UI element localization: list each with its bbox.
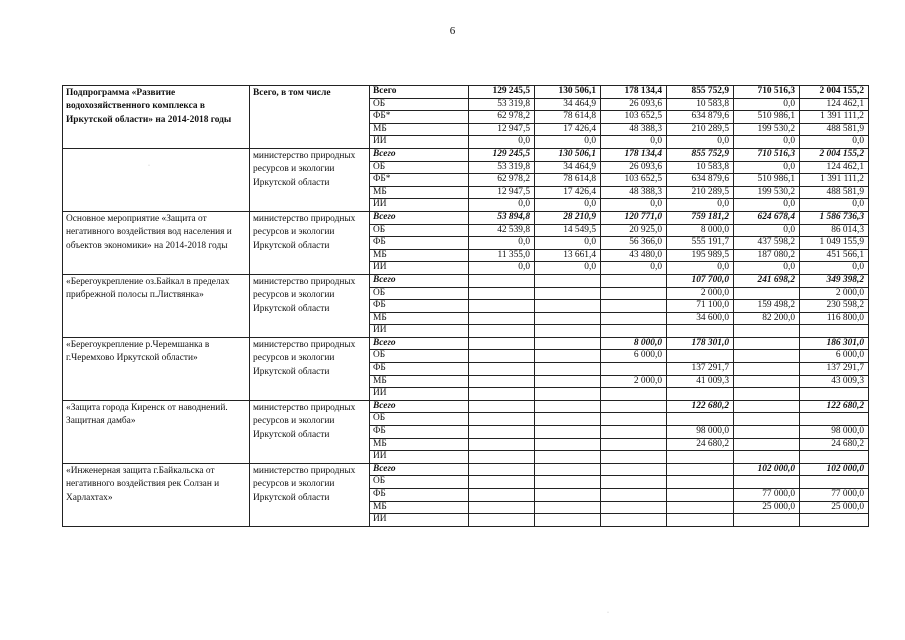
- amount-cell: [734, 350, 800, 363]
- budget-table: [62, 85, 869, 527]
- amount-cell: 98 000,0: [667, 426, 734, 439]
- amount-cell: [469, 350, 535, 363]
- amount-cell: 10 583,8: [667, 161, 734, 174]
- funding-source-cell: МБ: [370, 186, 469, 199]
- funding-source-cell: Всего: [370, 274, 469, 287]
- amount-cell: 13 661,4: [535, 249, 601, 262]
- amount-cell: [601, 489, 667, 502]
- amount-cell: [535, 274, 601, 287]
- scan-speck: ·: [607, 610, 609, 616]
- amount-cell: 510 986,1: [734, 174, 800, 187]
- amount-cell: [535, 325, 601, 338]
- funding-source-cell: ОБ: [370, 224, 469, 237]
- funding-source-cell: МБ: [370, 312, 469, 325]
- table-row: [63, 337, 869, 350]
- funding-source-cell: ФБ: [370, 237, 469, 250]
- amount-cell: [469, 274, 535, 287]
- amount-cell: 24 680,2: [800, 438, 869, 451]
- amount-cell: 53 894,8: [469, 211, 535, 224]
- amount-cell: 349 398,2: [800, 274, 869, 287]
- amount-cell: 0,0: [734, 136, 800, 149]
- amount-cell: [601, 501, 667, 514]
- amount-cell: [601, 438, 667, 451]
- funding-source-cell: ОБ: [370, 161, 469, 174]
- amount-cell: 2 004 155,2: [800, 148, 869, 161]
- amount-cell: 28 210,9: [535, 211, 601, 224]
- amount-cell: 6 000,0: [800, 350, 869, 363]
- amount-cell: [469, 325, 535, 338]
- program-name-cell: «Берегоукрепление р.Черемшанка в г.Черемхово Иркутской области»: [63, 337, 250, 400]
- executor-cell: министерство природных ресурсов и экологии Иркутской области: [250, 337, 370, 400]
- amount-cell: 122 680,2: [800, 400, 869, 413]
- amount-cell: [667, 413, 734, 426]
- amount-cell: 634 879,6: [667, 111, 734, 124]
- amount-cell: [601, 476, 667, 489]
- amount-cell: 0,0: [601, 199, 667, 212]
- amount-cell: 56 366,0: [601, 237, 667, 250]
- amount-cell: 25 000,0: [734, 501, 800, 514]
- amount-cell: 195 989,5: [667, 249, 734, 262]
- executor-cell: министерство природных ресурсов и экологии Иркутской области: [250, 274, 370, 337]
- amount-cell: 53 319,8: [469, 98, 535, 111]
- amount-cell: 2 000,0: [800, 287, 869, 300]
- amount-cell: 187 080,2: [734, 249, 800, 262]
- amount-cell: 2 000,0: [601, 375, 667, 388]
- amount-cell: [535, 451, 601, 464]
- funding-source-cell: МБ: [370, 123, 469, 136]
- amount-cell: 130 506,1: [535, 148, 601, 161]
- funding-source-cell: МБ: [370, 501, 469, 514]
- funding-source-cell: ИИ: [370, 451, 469, 464]
- program-name-cell: Основное мероприятие «Защита от негативного воздействия вод населения и объектов экономики» на 2014-2018 годы: [63, 211, 250, 274]
- amount-cell: 0,0: [734, 262, 800, 275]
- amount-cell: 0,0: [469, 136, 535, 149]
- amount-cell: [469, 476, 535, 489]
- amount-cell: [734, 413, 800, 426]
- amount-cell: 186 301,0: [800, 337, 869, 350]
- amount-cell: 710 516,3: [734, 148, 800, 161]
- amount-cell: 8 000,0: [601, 337, 667, 350]
- funding-source-cell: ФБ: [370, 363, 469, 376]
- amount-cell: 0,0: [469, 237, 535, 250]
- amount-cell: 12 947,5: [469, 123, 535, 136]
- funding-source-cell: ОБ: [370, 350, 469, 363]
- amount-cell: 102 000,0: [734, 463, 800, 476]
- funding-source-cell: Всего: [370, 337, 469, 350]
- amount-cell: [800, 514, 869, 527]
- amount-cell: [535, 300, 601, 313]
- amount-cell: 488 581,9: [800, 186, 869, 199]
- amount-cell: [734, 451, 800, 464]
- amount-cell: 1 391 111,2: [800, 174, 869, 187]
- funding-source-cell: ОБ: [370, 476, 469, 489]
- amount-cell: [601, 363, 667, 376]
- amount-cell: [469, 451, 535, 464]
- funding-source-cell: ИИ: [370, 136, 469, 149]
- amount-cell: 137 291,7: [667, 363, 734, 376]
- amount-cell: 2 004 155,2: [800, 86, 869, 99]
- amount-cell: [667, 476, 734, 489]
- amount-cell: [601, 400, 667, 413]
- amount-cell: 17 426,4: [535, 186, 601, 199]
- amount-cell: [469, 363, 535, 376]
- amount-cell: [469, 337, 535, 350]
- amount-cell: [601, 451, 667, 464]
- amount-cell: [800, 388, 869, 401]
- amount-cell: 41 009,3: [667, 375, 734, 388]
- amount-cell: 0,0: [469, 199, 535, 212]
- amount-cell: [535, 388, 601, 401]
- funding-source-cell: ОБ: [370, 413, 469, 426]
- amount-cell: 78 614,8: [535, 174, 601, 187]
- funding-source-cell: ФБ*: [370, 174, 469, 187]
- amount-cell: [734, 363, 800, 376]
- amount-cell: 759 181,2: [667, 211, 734, 224]
- amount-cell: [469, 426, 535, 439]
- executor-cell: Всего, в том числе: [250, 86, 370, 149]
- amount-cell: [601, 463, 667, 476]
- table-row: [63, 274, 869, 287]
- amount-cell: 0,0: [734, 224, 800, 237]
- amount-cell: 1 049 155,9: [800, 237, 869, 250]
- amount-cell: [800, 413, 869, 426]
- amount-cell: 43 480,0: [601, 249, 667, 262]
- funding-source-cell: ФБ: [370, 489, 469, 502]
- amount-cell: [469, 463, 535, 476]
- amount-cell: 77 000,0: [734, 489, 800, 502]
- program-name-cell: [63, 148, 250, 211]
- amount-cell: 488 581,9: [800, 123, 869, 136]
- amount-cell: 102 000,0: [800, 463, 869, 476]
- table-row: [63, 400, 869, 413]
- amount-cell: 78 614,8: [535, 111, 601, 124]
- amount-cell: 20 925,0: [601, 224, 667, 237]
- amount-cell: 199 530,2: [734, 123, 800, 136]
- amount-cell: [734, 325, 800, 338]
- amount-cell: 122 680,2: [667, 400, 734, 413]
- amount-cell: 1 586 736,3: [800, 211, 869, 224]
- amount-cell: [469, 312, 535, 325]
- amount-cell: 26 093,6: [601, 161, 667, 174]
- amount-cell: [535, 514, 601, 527]
- amount-cell: [535, 375, 601, 388]
- amount-cell: 210 289,5: [667, 123, 734, 136]
- amount-cell: [601, 312, 667, 325]
- amount-cell: 48 388,3: [601, 186, 667, 199]
- amount-cell: 26 093,6: [601, 98, 667, 111]
- amount-cell: [469, 388, 535, 401]
- amount-cell: 137 291,7: [800, 363, 869, 376]
- table-row: [63, 463, 869, 476]
- funding-source-cell: ОБ: [370, 98, 469, 111]
- amount-cell: [734, 426, 800, 439]
- amount-cell: 25 000,0: [800, 501, 869, 514]
- amount-cell: 103 652,5: [601, 174, 667, 187]
- page-number: 6: [449, 25, 456, 37]
- amount-cell: [734, 514, 800, 527]
- funding-source-cell: МБ: [370, 249, 469, 262]
- amount-cell: 48 388,3: [601, 123, 667, 136]
- amount-cell: 0,0: [800, 262, 869, 275]
- amount-cell: 451 566,1: [800, 249, 869, 262]
- amount-cell: 12 947,5: [469, 186, 535, 199]
- amount-cell: 0,0: [535, 237, 601, 250]
- amount-cell: 86 014,3: [800, 224, 869, 237]
- amount-cell: [469, 300, 535, 313]
- amount-cell: 130 506,1: [535, 86, 601, 99]
- amount-cell: 0,0: [667, 262, 734, 275]
- amount-cell: 0,0: [535, 136, 601, 149]
- amount-cell: 0,0: [601, 136, 667, 149]
- amount-cell: 0,0: [800, 199, 869, 212]
- funding-source-cell: ИИ: [370, 325, 469, 338]
- funding-source-cell: МБ: [370, 375, 469, 388]
- amount-cell: 34 464,9: [535, 98, 601, 111]
- program-name-cell: Подпрограмма «Развитие водохозяйственного комплекса в Иркутской области» на 2014-2018 годы: [63, 86, 250, 149]
- amount-cell: 10 583,8: [667, 98, 734, 111]
- amount-cell: [734, 388, 800, 401]
- amount-cell: 6 000,0: [601, 350, 667, 363]
- amount-cell: [469, 438, 535, 451]
- amount-cell: [535, 400, 601, 413]
- program-name-cell: «Берегоукрепление оз.Байкал в пределах прибрежной полосы п.Листвянка»: [63, 274, 250, 337]
- funding-source-cell: ИИ: [370, 388, 469, 401]
- amount-cell: 241 698,2: [734, 274, 800, 287]
- amount-cell: [734, 287, 800, 300]
- program-name-cell: «Инженерная защита г.Байкальска от негативного воздействия рек Солзан и Харлахтах»: [63, 463, 250, 526]
- amount-cell: 855 752,9: [667, 148, 734, 161]
- amount-cell: 24 680,2: [667, 438, 734, 451]
- amount-cell: [667, 451, 734, 464]
- amount-cell: [601, 274, 667, 287]
- amount-cell: [469, 375, 535, 388]
- amount-cell: [535, 463, 601, 476]
- amount-cell: [535, 438, 601, 451]
- amount-cell: 71 100,0: [667, 300, 734, 313]
- amount-cell: 0,0: [734, 98, 800, 111]
- funding-source-cell: Всего: [370, 211, 469, 224]
- amount-cell: [535, 489, 601, 502]
- amount-cell: [469, 489, 535, 502]
- amount-cell: [667, 350, 734, 363]
- amount-cell: [601, 287, 667, 300]
- amount-cell: [734, 337, 800, 350]
- amount-cell: 437 598,2: [734, 237, 800, 250]
- amount-cell: [601, 413, 667, 426]
- amount-cell: [734, 400, 800, 413]
- amount-cell: 62 978,2: [469, 174, 535, 187]
- scan-speck: ·: [148, 163, 150, 169]
- amount-cell: 116 800,0: [800, 312, 869, 325]
- amount-cell: 230 598,2: [800, 300, 869, 313]
- amount-cell: 0,0: [667, 199, 734, 212]
- funding-source-cell: Всего: [370, 463, 469, 476]
- amount-cell: [601, 514, 667, 527]
- amount-cell: [601, 426, 667, 439]
- amount-cell: [601, 300, 667, 313]
- amount-cell: 129 245,5: [469, 148, 535, 161]
- amount-cell: [469, 413, 535, 426]
- amount-cell: 0,0: [601, 262, 667, 275]
- amount-cell: 120 771,0: [601, 211, 667, 224]
- amount-cell: [800, 325, 869, 338]
- amount-cell: [601, 325, 667, 338]
- amount-cell: 199 530,2: [734, 186, 800, 199]
- amount-cell: [469, 514, 535, 527]
- amount-cell: 855 752,9: [667, 86, 734, 99]
- amount-cell: [535, 287, 601, 300]
- amount-cell: [535, 426, 601, 439]
- amount-cell: 34 600,0: [667, 312, 734, 325]
- amount-cell: [734, 375, 800, 388]
- amount-cell: 0,0: [734, 161, 800, 174]
- amount-cell: 0,0: [535, 262, 601, 275]
- funding-source-cell: ФБ: [370, 300, 469, 313]
- amount-cell: 0,0: [667, 136, 734, 149]
- table-row: [63, 148, 869, 161]
- amount-cell: [734, 476, 800, 489]
- amount-cell: 14 549,5: [535, 224, 601, 237]
- amount-cell: [667, 388, 734, 401]
- amount-cell: 82 200,0: [734, 312, 800, 325]
- amount-cell: 107 700,0: [667, 274, 734, 287]
- amount-cell: 555 191,7: [667, 237, 734, 250]
- funding-source-cell: ФБ*: [370, 111, 469, 124]
- amount-cell: [667, 514, 734, 527]
- amount-cell: [601, 388, 667, 401]
- amount-cell: 159 498,2: [734, 300, 800, 313]
- amount-cell: [734, 438, 800, 451]
- funding-source-cell: МБ: [370, 438, 469, 451]
- amount-cell: [667, 463, 734, 476]
- funding-source-cell: ИИ: [370, 262, 469, 275]
- table-row: [63, 86, 869, 99]
- amount-cell: 124 462,1: [800, 161, 869, 174]
- amount-cell: 2 000,0: [667, 287, 734, 300]
- funding-source-cell: Всего: [370, 86, 469, 99]
- amount-cell: 98 000,0: [800, 426, 869, 439]
- amount-cell: [535, 501, 601, 514]
- amount-cell: [667, 501, 734, 514]
- amount-cell: 42 539,8: [469, 224, 535, 237]
- funding-source-cell: Всего: [370, 400, 469, 413]
- amount-cell: 210 289,5: [667, 186, 734, 199]
- amount-cell: 624 678,4: [734, 211, 800, 224]
- amount-cell: [535, 337, 601, 350]
- budget-table-body: [63, 86, 869, 527]
- funding-source-cell: Всего: [370, 148, 469, 161]
- amount-cell: 103 652,5: [601, 111, 667, 124]
- amount-cell: 634 879,6: [667, 174, 734, 187]
- amount-cell: [469, 287, 535, 300]
- amount-cell: 1 391 111,2: [800, 111, 869, 124]
- amount-cell: [667, 325, 734, 338]
- amount-cell: [535, 350, 601, 363]
- amount-cell: [535, 413, 601, 426]
- amount-cell: 129 245,5: [469, 86, 535, 99]
- amount-cell: 17 426,4: [535, 123, 601, 136]
- funding-source-cell: ИИ: [370, 514, 469, 527]
- funding-source-cell: ОБ: [370, 287, 469, 300]
- amount-cell: 710 516,3: [734, 86, 800, 99]
- amount-cell: 178 134,4: [601, 86, 667, 99]
- amount-cell: 0,0: [535, 199, 601, 212]
- program-name-cell: «Защита города Киренск от наводнений. Защитная дамба»: [63, 400, 250, 463]
- amount-cell: 0,0: [734, 199, 800, 212]
- amount-cell: [800, 451, 869, 464]
- amount-cell: [800, 476, 869, 489]
- amount-cell: [535, 312, 601, 325]
- amount-cell: 34 464,9: [535, 161, 601, 174]
- amount-cell: 124 462,1: [800, 98, 869, 111]
- amount-cell: 8 000,0: [667, 224, 734, 237]
- amount-cell: [535, 476, 601, 489]
- funding-source-cell: ИИ: [370, 199, 469, 212]
- executor-cell: министерство природных ресурсов и экологии Иркутской области: [250, 400, 370, 463]
- amount-cell: 53 319,8: [469, 161, 535, 174]
- executor-cell: министерство природных ресурсов и экологии Иркутской области: [250, 463, 370, 526]
- executor-cell: министерство природных ресурсов и экологии Иркутской области: [250, 148, 370, 211]
- amount-cell: 43 009,3: [800, 375, 869, 388]
- amount-cell: [535, 363, 601, 376]
- amount-cell: 11 355,0: [469, 249, 535, 262]
- amount-cell: [469, 400, 535, 413]
- table-row: [63, 211, 869, 224]
- funding-source-cell: ФБ: [370, 426, 469, 439]
- amount-cell: [667, 489, 734, 502]
- amount-cell: 178 301,0: [667, 337, 734, 350]
- executor-cell: министерство природных ресурсов и экологии Иркутской области: [250, 211, 370, 274]
- amount-cell: [469, 501, 535, 514]
- amount-cell: 510 986,1: [734, 111, 800, 124]
- amount-cell: 77 000,0: [800, 489, 869, 502]
- amount-cell: 62 978,2: [469, 111, 535, 124]
- amount-cell: 0,0: [800, 136, 869, 149]
- amount-cell: 0,0: [469, 262, 535, 275]
- amount-cell: 178 134,4: [601, 148, 667, 161]
